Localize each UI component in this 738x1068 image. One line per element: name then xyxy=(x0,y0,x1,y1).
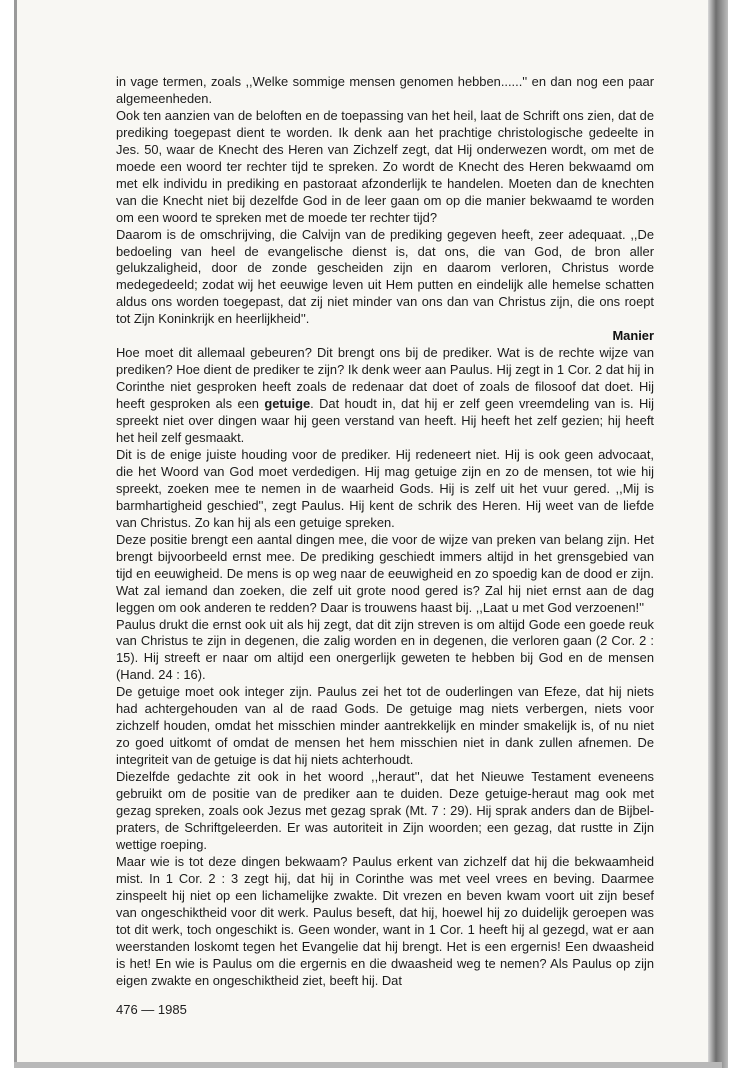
article-body xyxy=(116,74,654,989)
paragraph: Dit is de enige juiste houding voor de prediker. Hij redeneert niet. Hij is ook geen advocaat, die het Woord van God moet verdedigen. Hij mag getuige zijn en zo de mensen, tot wie hij spreekt, zoeken mee te nemen in de waarheid Gods. Hij is zelf uit het vuur gered. ,,Mij is barmhartigheid geschied'', zegt Paulus. Hij kent de schrik des Heren. Hij weet van de liefde van Christus. Zo kan hij als een getuige spreken. xyxy=(116,446,654,530)
paragraph: Maar wie is tot deze dingen bekwaam? Paulus erkent van zichzelf dat hij die bekwaamheid mist. In 1 Cor. 2 : 3 zegt hij, dat hij in Corinthe was met veel vrees en beving. Daarmee zinspeelt hij niet op een lichamelijke zwakte. Dit vrezen en beven kwam voort uit zijn besef van ongeschiktheid voor dit werk. Paulus beseft, dat hij, hoewel hij zo duidelijk geroepen was tot dit werk, toch ongeschikt is. Geen wonder, want in 1 Cor. 1 heeft hij al gezegd, wat er aan weerstanden loskomt tegen het Evangelie dat hij brengt. Het is een ergernis! Een dwaasheid is het! En wie is Paulus om die ergernis en die dwaasheid weg te nemen? Als Paulus op zijn eigen zwakte en ongeschiktheid ziet, beeft hij. Dat xyxy=(116,853,654,988)
page-left-edge xyxy=(14,0,17,1068)
emphasis-getuige: getuige xyxy=(264,396,311,412)
paragraph: Deze positie brengt een aantal dingen mee, die voor de wijze van preken van belang zijn. Het brengt bijvoorbeeld ernst mee. De prediking geschiedt immers altijd in het grensgebied van tijd en eeuwigheid. De mens is op weg naar de eeuwigheid en zo spoedig kan de dood er zijn. Wat zal iemand dan zoeken, die zelf uit grote nood gered is? Zal hij niet ernst aan de dag leggen om ook anderen te redden? Daar is trouwens haast bij. ,,Laat u met God verzoenen!'' xyxy=(116,531,654,615)
paragraph-text: . Dat houdt in, dat hij er zelf geen vreemdeling van is. Hij spreekt niet over dingen waar hij geen verstand van heeft. Hij heeft het zelf gezien; hij heeft het heil zelf gesmaakt. xyxy=(116,396,655,446)
page-right-edge-shadow xyxy=(708,0,728,1068)
paragraph: Ook ten aanzien van de beloften en de toepassing van het heil, laat de Schrift ons zien, dat de prediking toegepast dient te worden. Ik denk aan het prachtige christologische gedeelte in Jes. 50, waar de Knecht des Heren van Zichzelf zegt, dat Hij onderwezen wordt, om met de moede een woord ter rechter tijd te spreken. Zo wordt de Knecht des Heren bekwaamd om met elk individu in prediking en pastoraat afzonderlijk te handelen. Moeten dan de knechten van die Knecht niet bij dezelfde God in de leer gaan om op die manier bekwaamd te worden om een woord te spreken met de moede ter rechter tijd? xyxy=(116,107,654,225)
paragraph: Paulus drukt die ernst ook uit als hij zegt, dat dit zijn streven is om altijd Gode een goede reuk van Christus te zijn in degenen, die zalig worden en in degenen, die verloren gaan (2 Cor. 2 : 15). Hij streeft er naar om altijd een onergerlijk geweten te hebben bij God en de mensen (Hand. 24 : 16). xyxy=(116,616,654,683)
paragraph: Daarom is de omschrijving, die Calvijn van de prediking gegeven heeft, zeer adequaat. ,,De bedoeling van heel de evangelische dienst is, dat ons, die van God, de bron aller gelukzaligheid, door de zonde gescheiden zijn en daarom verloren, Christus worde medegedeeld; zodat wij het eeuwige leven uit Hem putten en eindelijk alle hemelse schatten aldus ons worden toegepast, dat zij niet minder van ons dan van Christus zijn, die ons roept tot Zijn Koninkrijk en heerlijkheid''. xyxy=(116,226,654,327)
paragraph-text: Hoe moet dit allemaal gebeuren? Dit brengt ons bij de prediker. Wat is de rechte wijze van prediken? Hoe dient de prediker te zijn? Ik denk weer aan Paulus. Hij zegt in 1 Cor. 2 dat hij in Corinthe niet gesproken heeft zoals de redenaar dat doet of zoals de filosoof dat doet. Hij heeft gesproken als een xyxy=(116,345,654,412)
paragraph: in vage termen, zoals ,,Welke sommige mensen genomen hebben......'' en dan nog een paar algemeenheden. xyxy=(116,74,654,106)
section-heading-manier: Manier xyxy=(612,328,654,344)
page-number: 476 — 1985 xyxy=(116,1002,187,1017)
paragraph: Diezelfde gedachte zit ook in het woord ,,heraut'', dat het Nieuwe Testament eveneens gebruikt om de positie van de prediker aan te duiden. Deze getuige-heraut mag ook met gezag spreken, zoals ook Jezus met gezag sprak (Mt. 7 : 29). Hij sprak anders dan de Bijbel-praters, de Schriftgeleerden. Er was autoriteit in Zijn woorden; een gezag, dat rustte in Zijn wettige roeping. xyxy=(116,769,654,852)
paragraph xyxy=(116,345,654,447)
page-bottom-edge xyxy=(14,1062,722,1068)
paragraph: De getuige moet ook integer zijn. Paulus zei het tot de ouderlingen van Efeze, dat hij niets had achtergehouden van al de raad Gods. De getuige mag niets verbergen, niets voor zichzelf houden, omdat het misschien minder aantrekkelijk en minder smakelijk is, of nu niet zo goed uitkomt of omdat de mensen het hem misschien niet in dank zullen afnemen. De integriteit van de getuige is dat hij niets achterhoudt. xyxy=(116,684,654,768)
